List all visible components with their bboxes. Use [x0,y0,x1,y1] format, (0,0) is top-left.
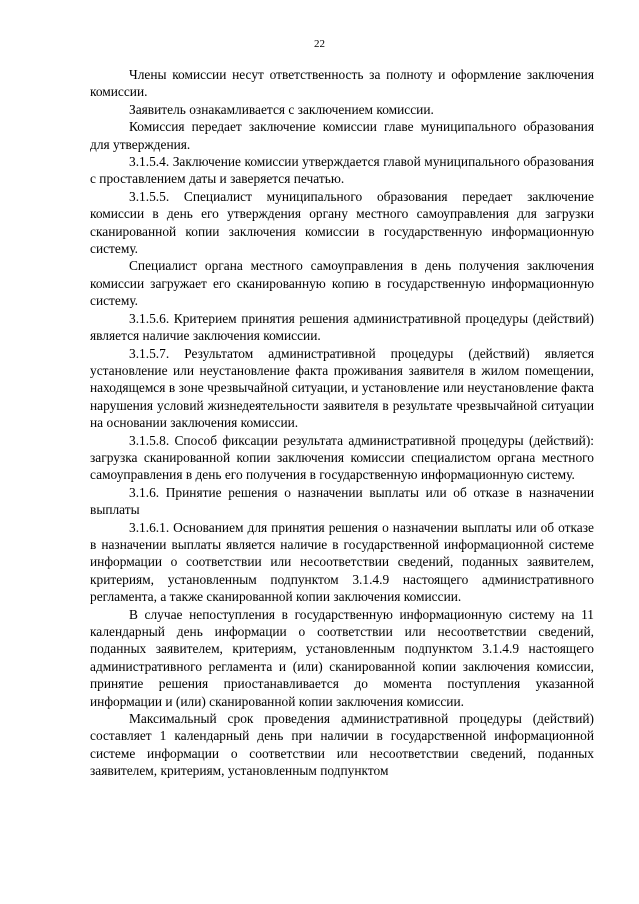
paragraph: 3.1.5.7. Результатом административной процедуры (действий) является установление или неустановление факта проживания заявителя в жилом помещении, находящемся в зоне чрезвычайной ситуации, и установление или неустановление факта нарушения условий жизнедеятельности заявителя в результате чрезвычайной ситуации на основании заключения комиссии. [90,345,594,431]
paragraph: Члены комиссии несут ответственность за полноту и оформление заключения комиссии. [90,67,594,100]
paragraph: 3.1.5.6. Критерием принятия решения административной процедуры (действий) является наличие заключения комиссии. [90,310,594,344]
document-body [90,66,594,780]
paragraph: 3.1.5.4. Заключение комиссии утверждается главой муниципального образования с проставлением даты и заверяется печатью. [90,154,594,187]
paragraph: 3.1.5.8. Способ фиксации результата административной процедуры (действий): загрузка сканированной копии заключения комиссии специалистом органа местного самоуправления в день его получения в государственную информационную систему. [90,432,594,483]
paragraph: Специалист органа местного самоуправления в день получения заключения комиссии загружает его сканированную копию в государственную информационную систему. [90,258,594,309]
paragraph: Комиссия передает заключение комиссии главе муниципального образования для утверждения. [90,119,594,152]
paragraph: Заявитель ознакамливается с заключением комиссии. [129,101,434,117]
paragraph: Максимальный срок проведения административной процедуры (действий) составляет 1 календарный день при наличии в государственной информационной системе информации о соответствии или несоответствии сведений, поданных заявителем, критериям, установленным подпунктом [90,711,594,779]
page-number: 22 [314,38,325,50]
paragraph: В случае непоступления в государственную информационную систему на 11 календарный день информации о соответствии или несоответствии сведений, поданных заявителем, критериям, установленным подпунктом 3.1.4.9 настоящего административного регламента и (или) сканированной копии заключения комиссии, принятие решения приостанавливается до момента поступления указанной информации и (или) сканированной копии заключения комиссии. [90,606,594,709]
paragraph: 3.1.6.1. Основанием для принятия решения о назначении выплаты или об отказе в назначении выплаты является наличие в государственной информационной системе информации о соответствии или несоответствии сведений, поданных заявителем, критериям, установленным подпунктом 3.1.4.9 настоящего административного регламента, а также сканированной копии заключения комиссии. [90,519,594,605]
paragraph: 3.1.5.5. Специалист муниципального образования передает заключение комиссии в день его утверждения органу местного самоуправления для загрузки сканированной копии заключения комиссии в государственную информационную систему. [90,188,594,257]
section-heading: 3.1.6. Принятие решения о назначении выплаты или об отказе в назначении выплаты [90,484,594,518]
